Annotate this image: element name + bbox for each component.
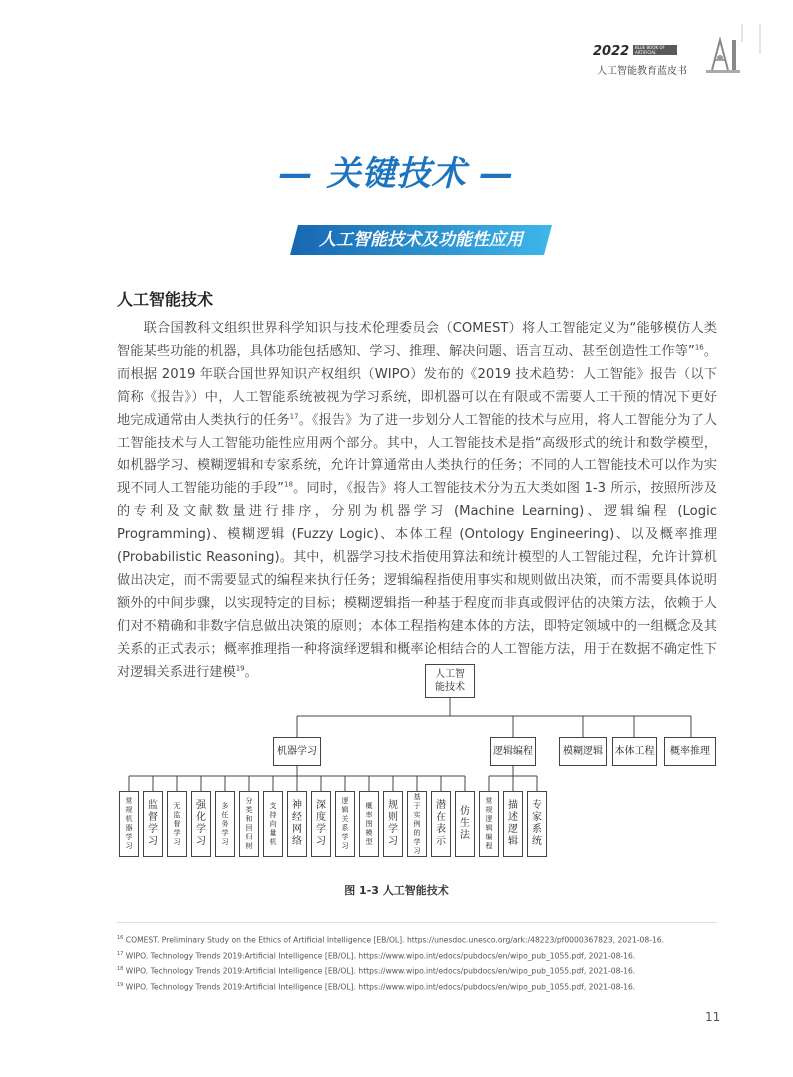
footnote-17: $^{17}$ WIPO. Technology Trends 2019:Artificial Intelligence [EB/OL]. https://www.wipo.int/edocs/pubdocs/en/wipo_pub_1055.pdf, 2021-08-16. [117, 951, 636, 961]
footnote-ref-17[interactable]: 17 [289, 412, 299, 421]
footnote-18: $^{18}$ WIPO. Technology Trends 2019:Artificial Intelligence [EB/OL]. https://www.wipo.int/edocs/pubdocs/en/wipo_pub_1055.pdf, 2021-08-16. [117, 966, 636, 976]
diagram-leaf-lp_children-0: 常规逻辑编程 [479, 791, 499, 857]
figure-caption: 图 1-3 人工智能技术 [344, 884, 449, 897]
diagram-leaf-lp_children-2: 专家系统 [527, 791, 547, 857]
diagram-node-fuzzy-logic: 模糊逻辑 [559, 737, 607, 766]
section-banner: 人工智能技术及功能性应用 [319, 230, 523, 250]
diagram-leaf-ml_children-2: 无监督学习 [167, 791, 187, 857]
diagram-leaf-ml_children-9: 逻辑关系学习 [335, 791, 355, 857]
footnote-ref-19[interactable]: 19 [235, 664, 245, 673]
header-year: 2022 [593, 44, 630, 59]
diagram-leaf-ml_children-3: 强化学习 [191, 791, 211, 857]
section-heading: 人工智能技术 [117, 290, 214, 309]
page-title: — 关键技术 — [278, 154, 515, 194]
footnote-16: $^{16}$ COMEST. Preliminary Study on the Ethics of Artificial Intelligence [EB/OL]. https://unesdoc.unesco.org/ark:/48223/pf0000367823, 2021-08-16. [117, 935, 665, 945]
diagram-leaf-ml_children-5: 分类和回归树 [239, 791, 259, 857]
diagram-leaf-ml_children-10: 概率图模型 [359, 791, 379, 857]
header-tag: BLUE BOOK OF ARTIFICIAL INTELLIGENCE EDUCATION [633, 45, 677, 55]
page-number: 11 [705, 1010, 721, 1024]
diagram-leaf-ml_children-4: 多任务学习 [215, 791, 235, 857]
diagram-node-logic-programming: 逻辑编程 [490, 737, 536, 766]
diagram-node-machine-learning: 机器学习 [273, 737, 321, 766]
diagram-leaf-lp_children-1: 描述逻辑 [503, 791, 523, 857]
footnote-19: $^{19}$ WIPO. Technology Trends 2019:Artificial Intelligence [EB/OL]. https://www.wipo.int/edocs/pubdocs/en/wipo_pub_1055.pdf, 2021-08-16. [117, 982, 636, 992]
footnote-ref-18[interactable]: 18 [284, 480, 293, 489]
diagram-node-ontology-engineering: 本体工程 [612, 737, 657, 766]
header-subtitle: 人工智能教育蓝皮书 [597, 66, 687, 77]
diagram-leaf-ml_children-13: 潜在表示 [431, 791, 451, 857]
diagram-leaf-ml_children-7: 神经网络 [287, 791, 307, 857]
diagram-root-node: 人工智能技术 [425, 664, 475, 698]
diagram-leaf-ml_children-6: 支持向量机 [263, 791, 283, 857]
diagram-leaf-ml_children-8: 深度学习 [311, 791, 331, 857]
diagram-node-probabilistic-reasoning: 概率推理 [664, 737, 716, 766]
footnote-divider [117, 922, 717, 923]
body-paragraph: 联合国教科文组织世界科学知识与技术伦理委员会（COMEST）将人工智能定义为“能够模仿人类智能某些功能的机器，具体功能包括感知、学习、推理、解决问题、语言互动、甚至创造性工作等”$^{16}$。而根据 2019 年联合国世界知识产权组织（WIPO）发布的《2019 技术趋势：人工智能》报告（以下简称《报告》）中，人工智能系统被视为学习系统，即机器可以在有限或不需要人工干预的情况下更好地完成通常由人类执行的任务$^{17}$。《报告》为了进一步划分人工智能的技术与应用，将人工智能分为了人工智能技术与人工智能功能性应用两个部分。其中，人工智能技术是指“高级形式的统计和数学模型，如机器学习、模糊逻辑和专家系统，允许计算通常由人类执行的任务；不同的人工智能技术可以作为实现不同人工智能功能的手段”$^{18}$。同时，《报告》将人工智能技术分为五大类如图 1-3 所示，按照所涉及的专利及文献数量进行排序，分别为机器学习 (Machine Learning)、逻辑编程 (Logic Programming)、模糊逻辑 (Fuzzy Logic)、本体工程 (Ontology Engineering)、以及概率推理 (Probabilistic Reasoning)。其中，机器学习技术指使用算法和统计模型的人工智能过程，允许计算机做出决定，而不需要显式的编程来执行任务；逻辑编程指使用事实和规则做出决策，而不需要具体说明额外的中间步骤，以实现特定的目标；模糊逻辑指一种基于程度而非真或假评估的决策方法，依赖于人们对不精确和非数字信息做出决策的原则；本体工程指构建本体的方法，即特定领域中的一组概念及其关系的正式表示；概率推理指一种将演绎逻辑和概率论相结合的人工智能方法，用于在数据不确定性下对逻辑关系进行建模$^{19}$。 [117, 321, 718, 680]
diagram-leaf-ml_children-1: 监督学习 [143, 791, 163, 857]
diagram-leaf-ml_children-12: 基于实例的学习 [407, 791, 427, 857]
diagram-leaf-ml_children-14: 仿生法 [455, 791, 475, 857]
footnote-ref-16[interactable]: 16 [694, 343, 704, 352]
diagram-leaf-ml_children-0: 常规机器学习 [119, 791, 139, 857]
diagram-leaf-ml_children-11: 规则学习 [383, 791, 403, 857]
